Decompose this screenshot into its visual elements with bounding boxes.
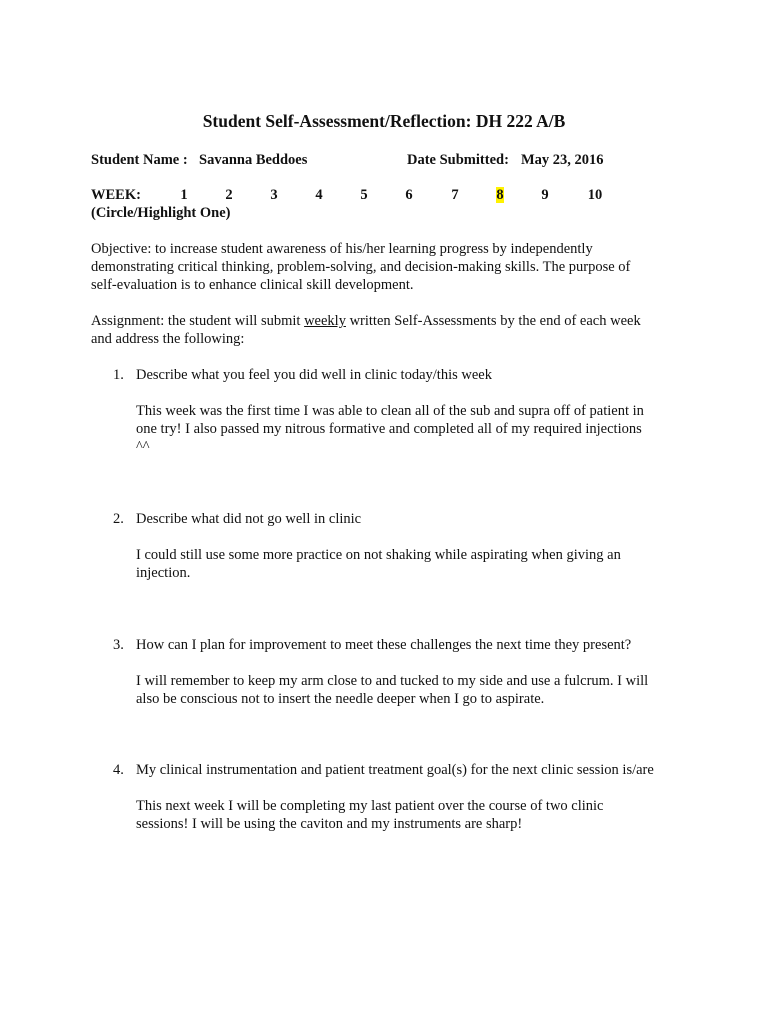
week-option-2 [214, 186, 244, 204]
week-option-10 [580, 186, 610, 204]
assignment-suffix: written Self-Assessments by the end of each week [345, 313, 641, 329]
week-option-5 [349, 186, 379, 204]
week-number: 1 [180, 187, 188, 203]
assignment-weekly: weekly [304, 313, 346, 329]
week-label: WEEK: [91, 187, 141, 203]
student-name-label: Student Name : [91, 152, 188, 168]
week-option-4 [304, 186, 334, 204]
assignment-line: and address the following: [91, 331, 245, 347]
question-number: 2. [113, 511, 124, 527]
date-submitted-label: Date Submitted: [407, 152, 509, 168]
objective-line: demonstrating critical thinking, problem-solving, and decision-making skills. The purpose of [91, 259, 631, 275]
question-text: My clinical instrumentation and patient treatment goal(s) for the next clinic session is/are [136, 762, 654, 778]
objective-line: self-evaluation is to enhance clinical skill development. [91, 277, 414, 293]
week-number: 6 [405, 187, 413, 203]
answer-line: This week was the first time I was able to clean all of the sub and supra off of patient in [136, 403, 644, 419]
week-number: 4 [315, 187, 323, 203]
question-text: Describe what you feel you did well in clinic today/this week [136, 367, 492, 383]
week-number: 2 [225, 187, 233, 203]
answer-line: I will remember to keep my arm close to and tucked to my side and use a fulcrum. I will [136, 673, 649, 689]
question-number: 4. [113, 762, 124, 778]
week-option-7 [440, 186, 470, 204]
week-note: (Circle/Highlight One) [91, 205, 231, 221]
question-text: Describe what did not go well in clinic [136, 511, 362, 527]
week-number: 9 [541, 187, 549, 203]
week-number: 7 [451, 187, 459, 203]
week-option-3 [259, 186, 289, 204]
question-number: 1. [113, 367, 124, 383]
document-title: Student Self-Assessment/Reflection: DH 222 A/B [202, 111, 566, 131]
answer-line: ^^ [136, 439, 150, 455]
question-number: 3. [113, 637, 124, 653]
assignment-prefix: Assignment: the student will submit [91, 313, 305, 329]
week-number: 8 [496, 187, 504, 203]
date-submitted-value: May 23, 2016 [521, 152, 604, 168]
question-text: How can I plan for improvement to meet these challenges the next time they present? [136, 637, 632, 653]
week-number: 5 [360, 187, 368, 203]
week-number: 3 [270, 187, 278, 203]
student-name-value: Savanna Beddoes [199, 152, 308, 168]
week-number: 10 [587, 187, 603, 203]
answer-line: I could still use some more practice on not shaking while aspirating when giving an [136, 547, 621, 563]
answer-line: one try! I also passed my nitrous formative and completed all of my required injections [136, 421, 642, 437]
answer-line: sessions! I will be using the caviton and my instruments are sharp! [136, 816, 523, 832]
answer-line: also be conscious not to insert the needle deeper when I go to aspirate. [136, 691, 545, 707]
week-option-1 [169, 186, 199, 204]
objective-line: Objective: to increase student awareness of his/her learning progress by independently [91, 241, 593, 257]
answer-line: This next week I will be completing my last patient over the course of two clinic [136, 798, 604, 814]
assignment-line [91, 312, 641, 330]
week-option-6 [394, 186, 424, 204]
week-option-8 [485, 186, 515, 204]
answer-line: injection. [136, 565, 191, 581]
week-option-9 [530, 186, 560, 204]
